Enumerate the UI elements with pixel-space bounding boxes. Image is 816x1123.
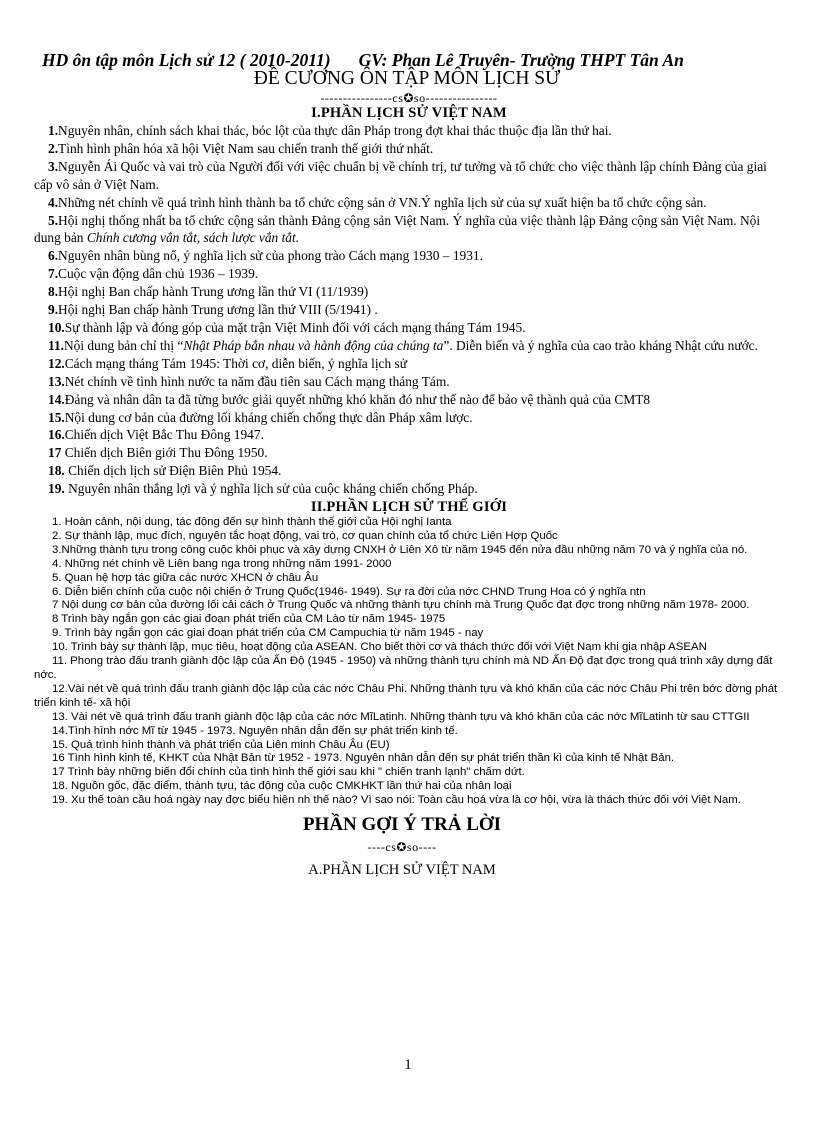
question-text: Chiến dịch lịch sử Điện Biên Phủ 1954. <box>64 463 282 479</box>
answers-sub-heading: A.PHẦN LỊCH SỬ VIỆT NAM <box>308 862 496 879</box>
answers-divider: ----cs✪so---- <box>367 840 437 855</box>
question-number: 18. <box>48 463 65 479</box>
vietnam-question-item <box>34 337 784 355</box>
question-number: 4. <box>48 194 59 210</box>
question-text: Nội dung bản chỉ thị “ <box>64 337 184 353</box>
document-page <box>34 50 784 879</box>
question-number: 17 <box>48 445 62 461</box>
question-text: Cách mạng tháng Tám 1945: Thời cơ, diễn biến, ý nghĩa lịch sử <box>64 355 407 371</box>
question-number: 19. <box>48 481 65 497</box>
vietnam-question-item <box>34 158 784 194</box>
world-question-item: 6. Diễn biến chính của cuộc nội chiến ở Trung Quốc(1946- 1949). Sự ra đời của nớc CHND Trung Hoa có ý nghĩa ntn <box>52 585 646 598</box>
vietnam-question-item <box>34 409 784 427</box>
world-question-item: 7 Nội dung cơ bản của đường lối cải cách ở Trung Quốc và những thành tựu chính mà Trung Quốc đạt đợc trong những năm 1978- 2000. <box>52 599 750 612</box>
world-question-item: 16 Tình hình kinh tế, KHKT của Nhật Bản từ 1952 - 1973. Nguyên nhân dẫn đến sự phát triển thần kì của kinh tế Nhật Bản. <box>52 752 675 765</box>
vietnam-question-item <box>34 426 784 444</box>
question-text: Sự thành lập và đóng góp của mặt trận Việt Minh đối với cách mạng tháng Tám 1945. <box>64 319 526 335</box>
vietnam-question-item <box>34 122 784 140</box>
question-text: Nguyễn Ái Quốc và vai trò của Người đối với việc chuẩn bị về chính trị, tư tưởng và tổ chức cho việc thành lập chính Đảng của giai cấp vô sản ở Việt Nam. <box>34 158 767 192</box>
world-question-item: 12.Vài nét về quá trình đấu tranh giành độc lập của các nớc Châu Phi. Những thành tựu và khó khăn của các nớc Châu Phi trên bớc đờng phát triển kinh tế- xã hội <box>34 682 778 709</box>
world-question-item: 4. Những nét chính về Liên bang nga trong những năm 1991- 2000 <box>52 557 392 570</box>
question-text: Hội nghị Ban chấp hành Trung ương lần thứ VI (11/1939) <box>58 284 369 300</box>
question-number: 9. <box>48 302 59 318</box>
question-number: 10. <box>48 319 65 335</box>
question-number: 12. <box>48 355 65 371</box>
question-text: Hội nghị Ban chấp hành Trung ương lần thứ VIII (5/1941) . <box>58 302 378 318</box>
question-text: Chiến dịch Biên giới Thu Đông 1950. <box>61 445 268 461</box>
question-tail-text: ”. Diễn biến và ý nghĩa của cao trào kháng Nhật cứu nước. <box>443 337 758 353</box>
world-question-item: 2. Sự thành lập, mục đích, nguyên tắc hoạt động, vai trò, cơ quan chính của tổ chức Liên Hợp Quốc <box>52 529 558 542</box>
world-question-item: 17 Trình bày những biến đổi chính của tình hình thế giới sau khi " chiến tranh lạnh" chấm dứt. <box>52 766 525 779</box>
question-text: Cuộc vận động dân chủ 1936 – 1939. <box>58 266 259 282</box>
world-question-item: 19. Xu thế toàn cầu hoá ngày nay đợc biểu hiện nh thế nào? Vì sao nói: Toàn cầu hoá vừa là cơ hội, vừa là thách thức đối với Việt Nam. <box>52 794 741 807</box>
question-number: 8. <box>48 284 59 300</box>
world-question-item: 13. Vài nét về quá trình đấu tranh giành độc lập của các nớc MĩLatinh. Những thành tựu và khó khăn của các nớc MĩLatinh từ sau CTTGII <box>52 710 750 723</box>
question-number: 2. <box>48 140 59 156</box>
question-number: 5. <box>48 212 59 228</box>
section-heading-vietnam: I.PHẦN LỊCH SỬ VIỆT NAM <box>311 105 507 121</box>
vietnam-question-item <box>34 444 784 462</box>
vietnam-question-item <box>34 283 784 301</box>
vietnam-question-item <box>34 194 784 212</box>
world-question-item: 9. Trình bày ngắn gọn các giai đoạn phát triển của CM Campuchia từ năm 1945 - nay <box>52 627 484 640</box>
world-question-item: 18. Nguồn gốc, đặc điểm, thành tựu, tác động của cuộc CMKHKT lần thứ hai của nhân loại <box>52 780 512 793</box>
vietnam-question-item <box>34 265 784 283</box>
world-question-item: 3.Những thành tựu trong công cuộc khôi phục và xây dựng CNXH ở Liên Xô từ năm 1945 đến nửa đầu những năm 70 và ý nghĩa của nó. <box>52 543 748 556</box>
question-number: 6. <box>48 248 59 264</box>
question-text: Nguyên nhân thắng lợi và ý nghĩa lịch sử của cuộc kháng chiến chống Pháp. <box>64 481 478 497</box>
vietnam-question-item <box>34 140 784 158</box>
title-divider: ----------------cs✪so---------------- <box>320 91 498 105</box>
question-text: Nội dung cơ bản của đường lối kháng chiến chống thực dân Pháp xâm lược. <box>64 409 473 425</box>
vietnam-question-item <box>34 247 784 265</box>
page-header <box>42 50 784 70</box>
question-text: Nguyên nhân, chính sách khai thác, bóc lột của thực dân Pháp trong đợt khai thác thuộc địa lần thứ hai. <box>58 123 612 138</box>
vietnam-question-list <box>34 122 784 498</box>
world-question-list <box>34 516 784 808</box>
question-number: 11. <box>48 337 64 353</box>
question-number: 13. <box>48 373 65 389</box>
header-right: GV: Phan Lê Truyên- Trường THPT Tân An <box>358 50 684 70</box>
vietnam-question-item <box>34 319 784 337</box>
world-question-item: 11. Phong trào đấu tranh giành độc lập của Ấn Độ (1945 - 1950) và những thành tựu chính mà ND Ấn Độ đạt đợc trong quá trình xây dựng đất nớc. <box>34 655 773 681</box>
question-text: Đảng và nhân dân ta đã từng bước giải quyết những khó khăn đó như thế nào để bảo vệ thành quả của CMT8 <box>64 391 651 407</box>
world-question-item: 8 Trình bày ngắn gọn các giai đoạn phát triển của CM Lào từ năm 1945- 1975 <box>52 613 446 626</box>
question-italic-text: Chính cương vắn tắt, sách lược vắn tắt. <box>83 230 300 246</box>
header-left: HD ôn tập môn Lịch sử 12 ( 2010-2011) <box>42 50 331 70</box>
world-question-item: 10. Trình bày sự thành lập, mục tiêu, hoạt động của ASEAN. Cho biết thời cơ và thách thức đối với Việt Nam khi gia nhập ASEAN <box>52 641 707 654</box>
vietnam-question-item <box>34 373 784 391</box>
question-text: Những nét chính về quá trình hình thành ba tổ chức cộng sản ở VN.Ý nghĩa lịch sử của sự xuất hiện ba tổ chức cộng sản. <box>58 194 707 210</box>
question-text: Tình hình phân hóa xã hội Việt Nam sau chiến tranh thế giới thứ nhất. <box>58 140 434 156</box>
question-number: 14. <box>48 391 65 407</box>
world-question-item: 14.Tình hình nớc Mĩ từ 1945 - 1973. Nguyên nhân dẫn đến sự phát triển kinh tế. <box>52 724 458 737</box>
question-italic-text: Nhật Pháp bắn nhau và hành động của chúng ta <box>183 337 444 353</box>
question-text: Hội nghị thống nhất ba tổ chức cộng sản thành Đảng cộng sản Việt Nam. Ý nghĩa của việc thành lập Đảng cộng sản Việt Nam. Nội dung bản <box>34 212 761 246</box>
world-question-item: 5. Quan hệ hợp tác giữa các nước XHCN ở châu Âu <box>52 571 319 584</box>
vietnam-question-item <box>34 301 784 319</box>
vietnam-question-item <box>34 480 784 498</box>
answers-heading: PHẦN GỢI Ý TRẢ LỜI <box>302 814 502 836</box>
page-title: ĐỀ CƯƠNG ÔN TẬP MÔN LỊCH SỬ <box>253 68 561 89</box>
vietnam-question-item <box>34 355 784 373</box>
vietnam-question-item <box>34 391 784 409</box>
question-number: 1. <box>48 123 59 138</box>
vietnam-question-item <box>34 462 784 480</box>
vietnam-question-item <box>34 212 784 248</box>
page-number: 1 <box>404 1057 412 1073</box>
question-text: Nét chính về tình hình nước ta năm đầu tiên sau Cách mạng tháng Tám. <box>64 373 450 389</box>
question-number: 7. <box>48 266 59 282</box>
question-text: Nguyên nhân bùng nổ, ý nghĩa lịch sử của phong trào Cách mạng 1930 – 1931. <box>58 248 483 264</box>
question-number: 15. <box>48 409 65 425</box>
world-question-item: 15. Quá trình hình thành và phát triển của Liên minh Châu Âu (EU) <box>52 738 390 751</box>
world-question-item: 1. Hoàn cảnh, nội dung, tác động đến sự hình thành thế giới của Hội nghị Ianta <box>52 516 452 529</box>
question-text: Chiến dịch Việt Bắc Thu Đông 1947. <box>64 427 264 443</box>
question-number: 16. <box>48 427 65 443</box>
section-heading-world: II.PHẦN LỊCH SỬ THẾ GIỚI <box>310 499 508 516</box>
question-number: 3. <box>48 158 59 174</box>
